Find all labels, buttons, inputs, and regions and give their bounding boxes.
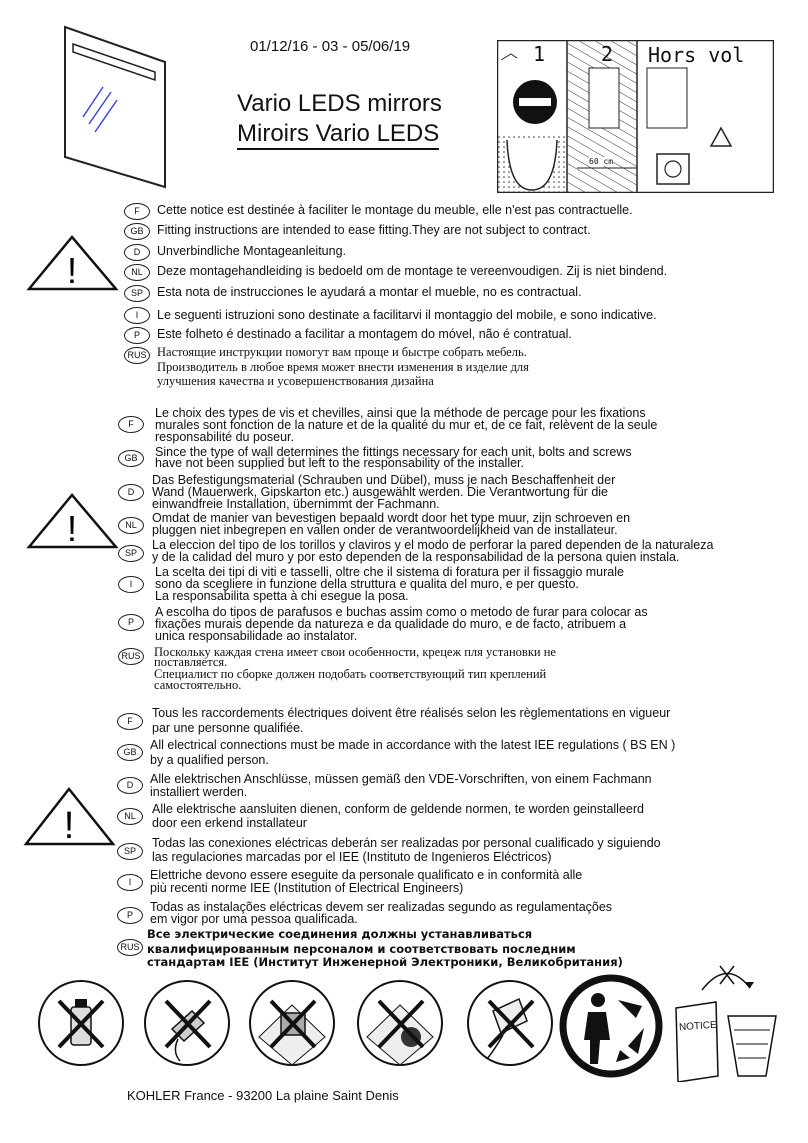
warning-triangle-icon [25,492,120,550]
footer-address: KOHLER France - 93200 La plaine Saint Denis [127,1088,399,1103]
notice-text: Le choix des types de vis et chevilles, ainsi que la méthode de percage pour les fixations [155,406,646,420]
notice-text: Todas las conexiones eléctricas deberán ser realizadas por personal cualificado y siguiendo [152,836,661,850]
notice-text: unica responsabilidade ao instalator. [155,629,358,643]
zone-2-label: 2 [601,42,614,66]
notice-text: have not been supplied but left to the responsability of the installer. [155,456,524,470]
notice-text: las regulaciones marcadas por el IEE (Instituto de Ingenieros Eléctricos) [152,850,552,864]
no-aerosol-icon [37,977,125,1069]
lang-badge: P [118,614,144,631]
notice-text: Cette notice est destinée à faciliter le montage du meuble, elle n'est pas contractuelle. [157,203,633,217]
lang-badge: F [124,203,150,220]
notice-text: A escolha do tipos de parafusos e buchas assim como o metodo de furar para colocar as [155,605,648,619]
notice-label: NOTICE [678,1019,718,1034]
notice-text: Elettriche devono essere eseguite da personale qualificato e in conformità alle [150,868,583,882]
notice-text: fixações murais depende da natureza e da qualidade do muro, e de facto, atribuem a [155,617,627,631]
lang-badge: RUS [124,347,150,364]
notice-text: La eleccion del tipo de los torillos y claviros y el modo de perforar la pared dependen de la naturaleza [152,538,714,552]
no-abrasive-sponge-icon [247,977,337,1069]
lang-badge: NL [118,517,144,534]
zone-1-label: 1 [533,42,546,66]
recycling-icon [558,970,664,1082]
notice-text: квалифицированным персоналом и соответствовать последним [147,942,576,956]
notice-text: Omdat de manier van bevestigen bepaald wordt door het type muur, zijn schroeven en [152,511,631,525]
notice-text: Le seguenti istruzioni sono destinate a facilitarvi il montaggio del mobile, e sono indicative. [157,308,657,322]
notice-text: par une personne qualifiée. [152,721,304,735]
notice-text: поставляется. [154,655,228,669]
notice-text: Todas as instalações eléctricas devem ser realizadas segundo as regulamentações [150,900,613,914]
lang-badge: I [117,874,143,891]
notice-text: sono da scegliere in funzione della struttura e qualita del muro, e per questo. [155,577,579,591]
lang-badge: D [117,777,143,794]
notice-text: Производитель в любое время может внести изменения в изделие для [157,360,529,374]
notice-text: y de la calidad del muro y por esto dependen de la responsabilidad de la persona quien instala. [152,550,680,564]
lang-badge: RUS [117,939,143,956]
lang-badge: F [117,713,143,730]
lang-badge: F [118,416,144,433]
mirror-sketch-icon [55,22,175,192]
notice-text: em vigor por uma pessoa qualificada. [150,912,358,926]
lang-badge: RUS [118,648,144,665]
notice-text: door een erkend installateur [152,816,307,830]
warning-triangle-icon [25,234,120,292]
notice-text: Esta nota de instrucciones le ayudará a montar el mueble, no es contractual. [157,285,582,299]
lang-badge: P [117,907,143,924]
lang-badge: D [118,484,144,501]
lang-badge: NL [117,808,143,825]
notice-text: Fitting instructions are intended to ease fitting.They are not subject to contract. [157,223,591,237]
no-solvent-icon [142,977,232,1069]
lang-badge: D [124,244,150,261]
notice-text: Das Befestigungsmaterial (Schrauben und Dübel), muss je nach Beschaffenheit der [152,473,616,487]
distance-label: 60 cm [589,157,614,166]
notice-text: Deze montagehandleiding is bedoeld om de montage te vereenvoudigen. Zij is niet bindend. [157,264,668,278]
notice-text: pluggen niet inbegrepen en vallen onder de verantwoordelijkheid van de installateur. [152,523,618,537]
title-french: Miroirs Vario LEDS [237,120,439,150]
revision-date: 01/12/16 - 03 - 05/06/19 [250,38,411,55]
notice-text: Tous les raccordements électriques doivent être réalisés selon les règlementations en vigueur [152,706,671,720]
lang-badge: I [118,576,144,593]
no-wire-brush-icon [465,977,555,1069]
lang-badge: P [124,327,150,344]
installation-zones-diagram [497,40,774,193]
lang-badge: SP [118,545,144,562]
notice-text: Este folheto é destinado a facilitar a montagem do móvel, não é contratual. [157,327,572,341]
notice-text: Настоящие инструкции помогут вам проще и быстре собрать мебель. [157,345,527,359]
hors-vol-label: Hors vol [648,43,745,67]
notice-text: Все электрические соединения должны устанавливаться [147,927,533,941]
notice-text: Wand (Mauerwerk, Gipskarton etc.) ausgewählt werden. Die Verantwortung für die [152,485,608,499]
notice-text: installiert werden. [150,785,248,799]
lang-badge: I [124,307,150,324]
notice-text: Специалист по сборке должен подобать соответствующий тип креплений [154,667,547,681]
lang-badge: NL [124,264,150,281]
notice-text: All electrical connections must be made in accordance with the latest IEE regulations ( BS EN ) [150,738,676,752]
notice-text: responsabilité du poseur. [155,430,294,444]
notice-text: La responsabilita spetta à chi esegue la posa. [155,589,409,603]
notice-text: La scelta dei tipi di viti e tasselli, oltre che il sistema di foratura per il fissaggio murale [155,565,624,579]
notice-text: murales sont fonction de la nature et de la qualité du mur et, de ce fait, relèvent de la seule [155,418,658,432]
svg-text:!: ! [66,250,78,291]
notice-text: Поскольку каждая стена имеет свои особенности, крецеж пля установки не [154,645,556,659]
title-english: Vario LEDS mirrors [237,90,442,117]
svg-text:!: ! [63,805,75,847]
notice-text: Unverbindliche Montageanleitung. [157,244,347,258]
no-scouring-pad-icon [355,977,445,1069]
notice-text: einwandfreie Installation, übernimmt der Fachmann. [152,497,440,511]
svg-text:!: ! [66,508,78,549]
notice-text: самостоятельно. [154,678,242,692]
notice-text: Alle elektrische aansluiten dienen, conform de geldende normen, te worden geinstalleerd [152,802,644,816]
lang-badge: GB [124,223,150,240]
lang-badge: SP [124,285,150,302]
warning-triangle-icon [22,786,117,848]
notice-text: Alle elektrischen Anschlüsse, müssen gemäß den VDE-Vorschriften, von einem Fachmann [150,772,652,786]
notice-text: стандартам IEE (Институт Инженерной Электроники, Великобритания) [147,955,623,969]
notice-text: più recenti norme IEE (Institution of Electrical Engineers) [150,881,464,895]
notice-text: улучшения качества и усовершенствования дизайна [157,374,434,388]
notice-text: by a qualified person. [150,753,269,767]
lang-badge: SP [117,843,143,860]
lang-badge: GB [117,744,143,761]
lang-badge: GB [118,450,144,467]
notice-text: Since the type of wall determines the fittings necessary for each unit, bolts and screws [155,445,632,459]
